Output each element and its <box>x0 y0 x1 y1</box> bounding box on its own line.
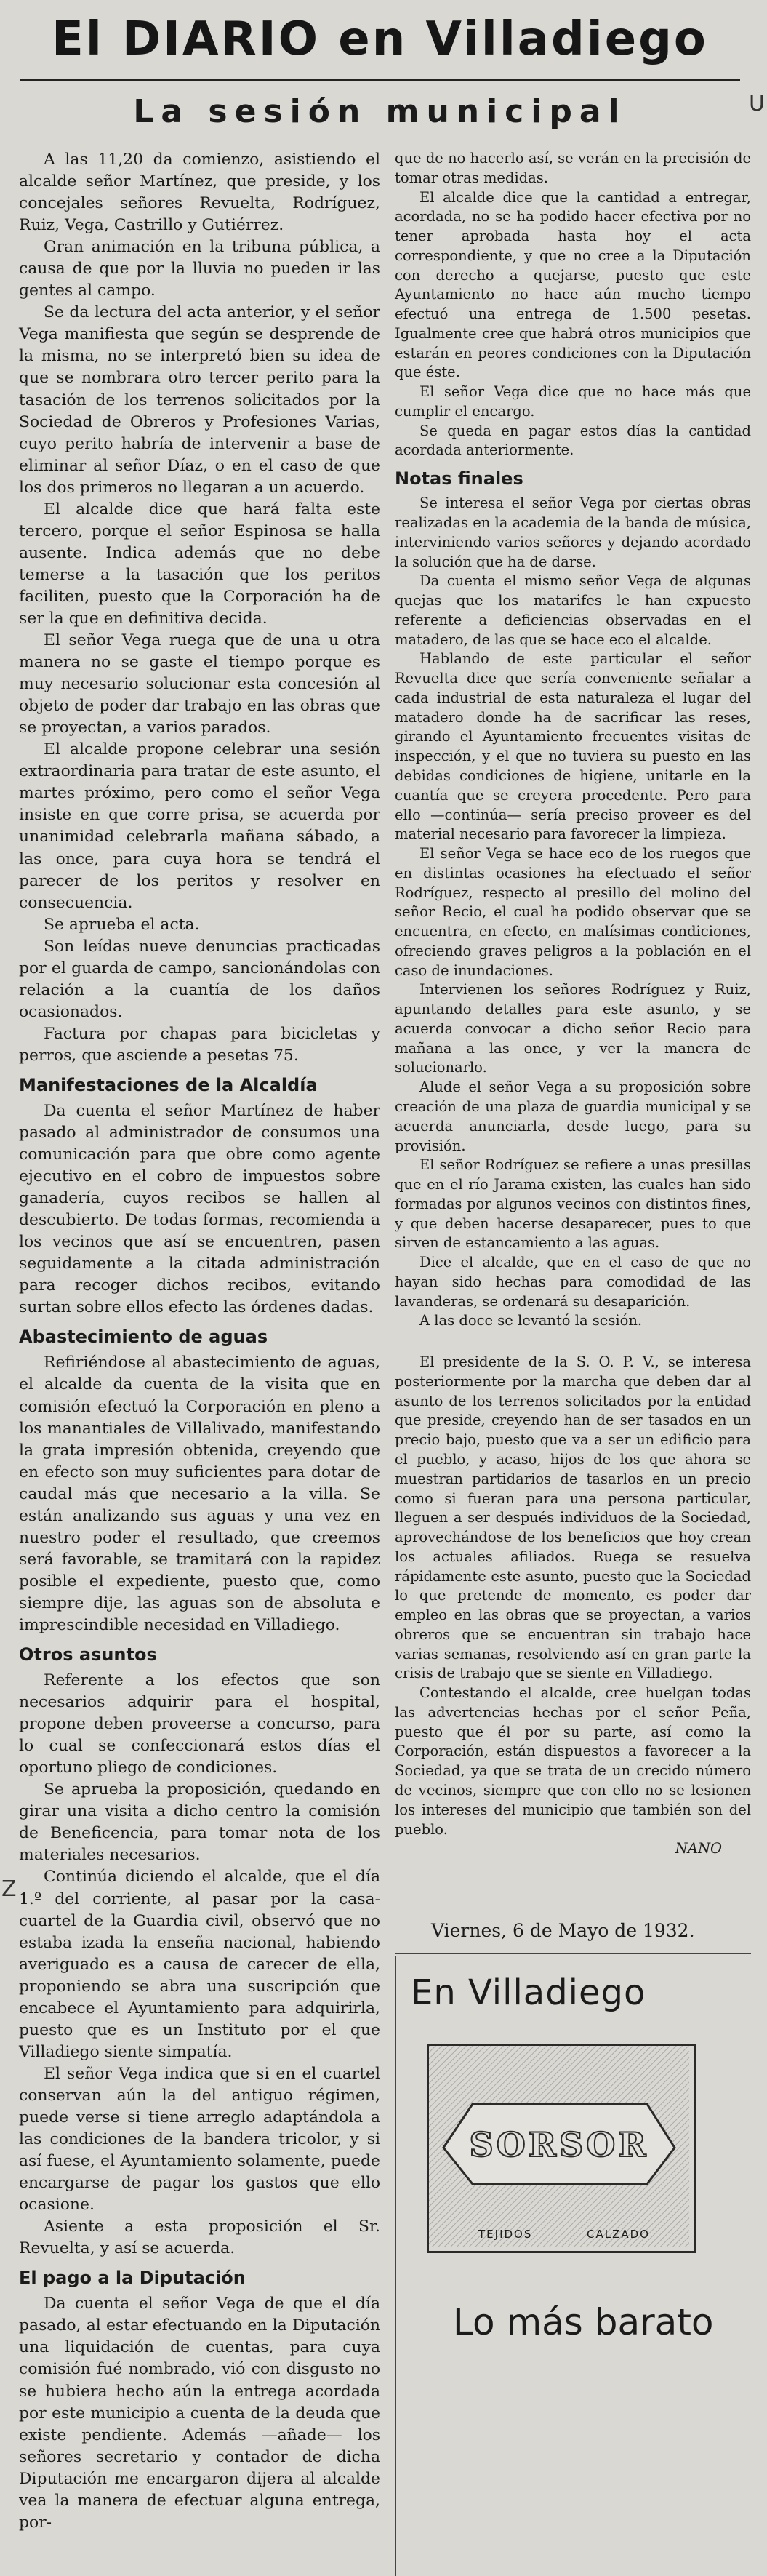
paragraph: El alcalde propone celebrar una sesión extraordinaria para tratar de este asunto, el martes próximo, pero como el señor Vega insiste en que corre prisa, se acuerda por unanimidad celebrarla mañana sábado, a las once, para cuya hora se tendrá el parecer de los peritos y resolver en consecuencia. <box>19 740 380 912</box>
masthead-title: El DIARIO en Villadiego <box>52 12 708 66</box>
masthead <box>0 0 760 79</box>
paragraph: El señor Rodríguez se refiere a unas presillas que en el río Jarama existen, las cuales han sido formadas por algunos vecinos con distintos fines, y que deben hacerse desaparecer, pues to que sirven de estancamiento a las aguas. <box>395 1156 751 1252</box>
paragraph: A las 11,20 da comienzo, asistiendo el alcalde señor Martínez, que preside, y los concejales señores Revuelta, Rodríguez, Ruiz, Vega, Castrillo y Gutiérrez. <box>19 151 380 235</box>
paragraph: A las doce se levantó la sesión. <box>419 1312 643 1329</box>
paragraph: Dice el alcalde, que en el caso de que no hayan sido hechas para comodidad de las lavanderas, se ordenará su desaparición. <box>395 1254 751 1310</box>
paragraph: que de no hacerlo así, se verán en la precisión de tomar otras medidas. <box>395 150 751 186</box>
paragraph: Contestando el alcalde, cree huelgan todas las advertencias hechas por el señor Peña, puesto que él por su parte, así como la Corporación, están dispuestos a favorecer a la Sociedad, ya que se trata de un crecido número de vecinos, siempre que con ello no se lesionen los intereses del municipio que también son del pueblo. <box>395 1684 751 1838</box>
paragraph: El presidente de la S. O. P. V., se interesa posteriormente por la marcha que deben dar al asunto de los terrenos solicitados por la entidad que preside, creyendo han de ser tasados en un precio bajo, puesto que va a ser un edificio para el pueblo, y acaso, hijos de los que ahora se muestran partidarios de tasarlos en un precio como si fueran para una persona particular, lleguen a ser después individuos de la Sociedad, aprovechándose de los beneficios que hoy crean los actuales afiliados. Ruega se resuelva rápidamente este asunto, puesto que la Sociedad lo que pretende de momento, es poder dar empleo en las obras que se proyectan, a varios obreros que se encuentran sin trabajo hace varias semanas, resolviendo así en gran parte la crisis de trabajo que se siente en Villadiego. <box>395 1353 751 1682</box>
paragraph: Se da lectura del acta anterior, y el señor Vega manifiesta que según se desprende de la misma, no se interpretó bien su idea de que se nombrara otro tercer perito para la tasación de los terrenos solicitados por la Sociedad de Obreros y Profesiones Varias, cuyo perito habría de intervenir a base de eliminar al señor Díaz, o en el caso de que los dos primeros no llegaran a un acuerdo. <box>19 303 380 497</box>
paragraph: Se aprueba la proposición, quedando en girar una visita a dicho centro la comisión de Beneficencia, para tomar nota de los materiales necesarios. <box>19 1780 380 1865</box>
author-signature: NANO <box>675 1840 722 1857</box>
edge-letter-top: U <box>749 91 765 116</box>
section-heading: El pago a la Diputación <box>19 2268 246 2289</box>
paragraph: Asiente a esta proposición el Sr. Revuelta, y así se acuerda. <box>19 2217 380 2258</box>
section-break <box>395 1331 751 1353</box>
section-heading: Notas finales <box>395 468 523 489</box>
masthead-rule <box>20 79 740 81</box>
paragraph: Hablando de este particular el señor Revuelta dice que sería conveniente señalar a cada industrial de esta naturaleza el lugar del matadero donde ha de sacrificar las reses, girando el Ayuntamiento frecuentes visitas de inspección, y el que no tuviera su puesto en las debidas condiciones de higiene, unitarle en la cuantía que se creyera procedente. Pero para ello —continúa— sería preciso proveer es del material necesario para favorecer la limpieza. <box>395 650 751 843</box>
paragraph: El alcalde dice que hará falta este tercero, porque el señor Espinosa se halla ausente. Indica además que no debe temerse a la tasación que los peritos faciliten, puesto que la Corporación ha de ser la que en definitiva decida. <box>19 500 380 628</box>
paragraph: Refiriéndose al abastecimiento de aguas, el alcalde da cuenta de la visita que en comisión efectuó la Corporación en pleno a los manantiales de Villalivado, manifestando la grata impresión obtenida, creyendo que en efecto son muy suficientes para dotar de caudal más que necesario a la villa. Se están analizando sus aguas y una vez en nuestro poder el resultado, que creemos será favorable, se tramitará con la rapidez posible el expediente, puesto que, como siempre dije, las aguas son de absoluta e imprescindible necesidad en Villadiego. <box>19 1353 380 1634</box>
section-heading: Otros asuntos <box>19 1644 157 1665</box>
paragraph: Son leídas nueve denuncias practicadas por el guarda de campo, sancionándolas con relación a la cuantía de los daños ocasionados. <box>19 937 380 1021</box>
article-column-right <box>395 149 751 1873</box>
ad-logo <box>427 2044 696 2253</box>
ad-caption-calzado: CALZADO <box>587 2228 650 2241</box>
ad-logo-graphic <box>429 2046 689 2247</box>
paragraph: Se interesa el señor Vega por ciertas obras realizadas en la academia de la banda de música, interviniendo varios señores y dejando acordado la solución que ha de darse. <box>395 495 751 570</box>
paragraph: Alude el señor Vega a su proposición sobre creación de una plaza de guardia municipal y se acuerda anunciarla, desde luego, para su provisión. <box>395 1079 751 1154</box>
section-heading: Abastecimiento de aguas <box>19 1327 268 1348</box>
advertisement <box>395 1956 744 2576</box>
paragraph: El señor Vega ruega que de una u otra manera no se gaste el tiempo porque es muy necesario solucionar esta concesión al objeto de poder dar trabajo en las obras que se proyectan, a varios parados. <box>19 631 380 737</box>
paragraph: Da cuenta el señor Vega de que el día pasado, al estar efectuando en la Diputación una liquidación de cuentas, para cuya comisión fué nombrado, vió con disgusto no se hubiera hecho aún la entrega acordada por este municipio a cuenta de la deuda que existe pendiente. Además —añade— los señores secretario y contador de dicha Diputación me encargaron dijera al alcalde vea la manera de efectuar alguna entrega, por- <box>19 2295 380 2532</box>
paragraph: Da cuenta el mismo señor Vega de algunas quejas que los matarifes le han expuesto referente a deficiencias observadas en el matadero, de las que se hace eco el alcalde. <box>395 572 751 648</box>
paragraph: Se queda en pagar estos días la cantidad acordada anteriormente. <box>395 422 751 459</box>
paragraph: Se aprueba el acta. <box>44 915 200 934</box>
paragraph: El señor Vega indica que si en el cuartel conservan aún la del antiguo régimen, puede verse si tiene arreglo adaptándola a las condiciones de la bandera tricolor, y si así fuese, el Ayuntamiento solamente, puede encargarse de pagar los gastos que ello ocasione. <box>19 2064 380 2215</box>
paragraph: El alcalde dice que la cantidad a entregar, acordada, no se ha podido hacer efectiva por no tener aprobada hasta hoy el acta correspondiente, y que no cree a la Diputación con derecho a quejarse, puesto que este Ayuntamiento no hace aún mucho tiempo efectuó una entrega de 1.500 pesetas. Igualmente cree que habrá otros municipios que estarán en peores condiciones con la Diputación que éste. <box>395 188 751 381</box>
paragraph: Continúa diciendo el alcalde, que el día 1.º del corriente, al pasar por la casa-cuartel de la Guardia civil, observó que no estaba izada la enseña nacional, habiendo averiguado es a causa de carecer de ella, proponiendo se abra una suscripción que encabece el Ayuntamiento para adquirirla, puesto que es un Instituto por el que Villadiego siente simpatía. <box>19 1868 380 2061</box>
edge-letter-bottom: Z <box>1 1876 17 1902</box>
paragraph: Referente a los efectos que son necesarios adquirir para el hospital, propone deben proveerse a concurso, para lo cual se confeccionará estos días el oportuno pliego de condiciones. <box>19 1671 380 1777</box>
paragraph: Da cuenta el señor Martínez de haber pasado al administrador de consumos una comunicación para que obre como agente ejecutivo en el cobro de impuestos sobre ganadería, cuyos recibos se hallen al descubierto. De todas formas, recomienda a los vecinos que así se encuentren, pasen seguidamente a la citada administración para recoger dichos recibos, evitando surtan sobre ellos efecto las órdenes dadas. <box>19 1101 380 1317</box>
paragraph: El señor Vega se hace eco de los ruegos que en distintas ocasiones ha efectuado el señor Rodríguez, respecto al presillo del molino del señor Recio, el cual ha podido observar que se encuentra, en efecto, en malísimas condiciones, ofreciendo graves peligros a la población en el caso de inundaciones. <box>395 845 751 979</box>
paragraph: El señor Vega dice que no hace más que cumplir el encargo. <box>395 383 751 420</box>
ad-caption-tejidos: TEJIDOS <box>478 2228 533 2241</box>
article-title: La sesión municipal <box>133 93 627 130</box>
ad-divider <box>395 1953 751 1954</box>
article-dateline: Viernes, 6 de Mayo de 1932. <box>431 1920 695 1941</box>
section-heading: Manifestaciones de la Alcaldía <box>19 1074 318 1095</box>
paragraph: Gran animación en la tribuna pública, a causa de que por la lluvia no pueden ir las gentes al campo. <box>19 238 380 300</box>
paragraph: Factura por chapas para bicicletas y perros, que asciende a pesetas 75. <box>19 1024 380 1065</box>
paragraph: Intervienen los señores Rodríguez y Ruiz, apuntando detalles para este asunto, y se acuerda convocar a dicho señor Recio para mañana a las once, y ver la manera de solucionarlo. <box>395 981 751 1076</box>
ad-logo-word: SORSOR <box>469 2125 649 2164</box>
ad-heading: En Villadiego <box>411 1972 646 2013</box>
ad-slogan: Lo más barato <box>453 2301 714 2343</box>
article-column-left <box>19 149 380 2575</box>
